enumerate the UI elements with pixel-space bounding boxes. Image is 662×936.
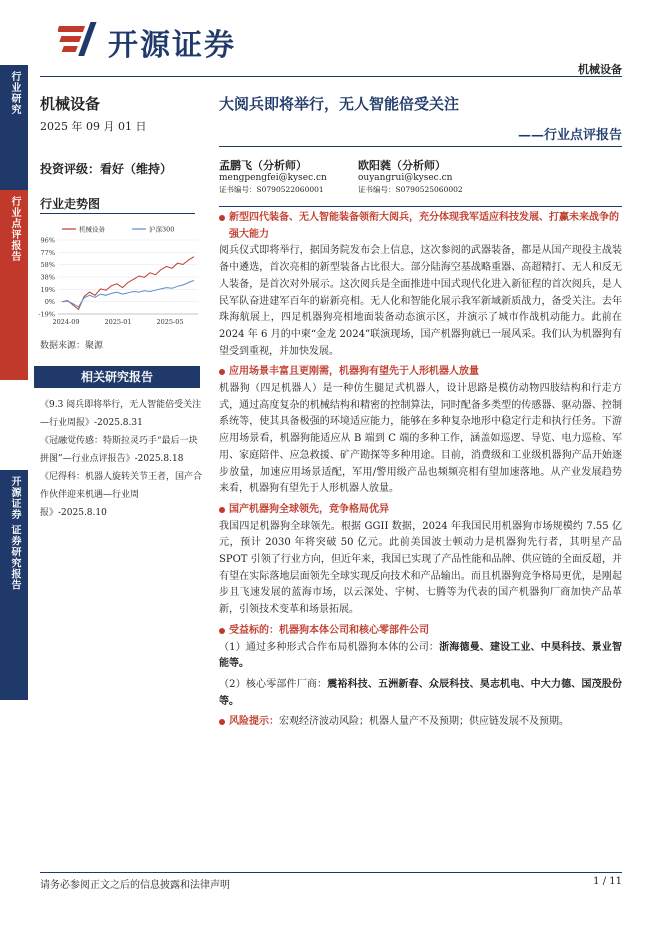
y-tick-label: 19% <box>40 285 55 294</box>
section-paragraph: 阅兵仪式即将举行，据国务院发布会上信息，这次参阅的武器装备，都是从国产现役主战装备中遴选，首次亮相的新型装备占比很大。部分陆海空基战略重器、高超精打、无人和反无人装备，是首次对外展示。这次阅兵是全面推进中国式现代化进入新征程的首次阅兵，是人民军队奋进建军百年的崭新亮相。无人化和智能化展示我军新域新质战力，备受关注。去年珠海航展上，四足机器狗亮相地面装备动态演示区，并演示了城市作战机动能力。此前在 2024 年 6 月的中柬“金龙 2024”联演现场，国产机器狗就已一展风采。我们认为机器狗有望受到重视，并加快发展。 <box>219 245 622 357</box>
analyst-cert: 证书编号：S0790522060001 <box>219 185 324 194</box>
side-tag-report-type: 行业点评报告 <box>0 190 28 380</box>
sector-name: 机械设备 <box>40 95 101 113</box>
related-report-link[interactable]: 《冠融觉传感：特斯拉灵巧手“最后一块拼图”—行业点评报告》-2025.8.18 <box>40 436 198 464</box>
beneficiary-names: 震裕科技、五洲新春、众辰科技、昊志机电、中大力德、国茂股份等。 <box>219 678 622 707</box>
footer-disclaimer: 请务必参阅正文之后的信息披露和法律声明 <box>40 880 230 891</box>
x-tick-label: 2024-09 <box>52 318 80 326</box>
brand-logo-icon <box>58 18 106 60</box>
report-subtitle: ——行业点评报告 <box>517 128 622 143</box>
analyst-email[interactable]: mengpengfei@kysec.cn <box>219 173 327 183</box>
analyst-divider <box>219 206 622 207</box>
related-report-link[interactable]: 《9.3 阅兵即将举行，无人智能倍受关注—行业周报》-2025.8.31 <box>40 400 202 428</box>
related-reports-list <box>40 396 203 522</box>
beneficiary-item <box>219 677 622 710</box>
beneficiary-heading: 受益标的：机器狗本体公司和核心零部件公司 <box>219 623 622 640</box>
section-paragraph: 机器狗（四足机器人）是一种仿生腿足式机器人，设计思路是模仿动物四肢结构和行走方式，通过高度复杂的机械结构和精密的控制算法，同时配备多类型的传感器、驱动器、控制系统等，使其具备极强的环境适应能力，能够在多种复杂地形中稳定行走和执行任务。下游应用场景看，机器狗能适应从 B 端到 C 端的多种工作，涵盖如巡逻、导览、电力巡检、军用、家庭陪伴、应急救援、矿产勘探等多种用途。目前，消费级和工业级机器狗产品开始逐步放量，加速应用场景适配，军用/警用级产品也频频亮相有望加速落地。从产业发展趋势来看，机器狗有望先于人形机器人放量。 <box>219 383 622 495</box>
legend-label: 沪深300 <box>149 225 175 234</box>
section-heading: 国产机器狗全球领先，竞争格局优异 <box>219 502 622 519</box>
y-tick-label: 0% <box>44 298 55 307</box>
report-title: 大阅兵即将举行，无人智能倍受关注 <box>219 95 460 113</box>
risk-label: 风险提示： <box>229 716 279 728</box>
header-divider <box>40 76 622 77</box>
beneficiary-item <box>219 640 622 673</box>
section-heading: 应用场景丰富且更刚需，机器狗有望先于人形机器人放量 <box>219 364 622 381</box>
y-tick-label: 58% <box>40 261 55 270</box>
related-report-link[interactable]: 《尼得科：机器人旋转关节王者，国产合作伙伴迎来机遇—行业周报》-2025.8.10 <box>40 472 203 518</box>
y-tick-label: 77% <box>40 248 55 257</box>
investment-rating: 投资评级：看好（维持） <box>40 162 173 176</box>
footer-divider <box>40 872 622 873</box>
x-tick-label: 2025-05 <box>156 318 184 326</box>
section-paragraph: 我国四足机器狗全球领先。根据 GGII 数据，2024 年我国民用机器狗市场规模约 7.55 亿元，预计 2030 年将突破 50 亿元。此前美国波士顿动力是机器狗先行者，其明星产品 SPOT 引领了行业方向，但近年来，我国已实现了产品性能和品牌、供应链的全面反超，并有望在实际落地层面领先全球实现反向技术和产品输出。而且机器狗竞争格局更优，是刚起步且飞速发展的蓝海市场，以云深处、宇树、七腾等为代表的国产机器狗厂商加快产品革新，引领技术变革和场景拓展。 <box>219 520 622 616</box>
analyst-card <box>219 160 327 196</box>
analyst-cert: 证书编号：S0790525060002 <box>358 185 463 194</box>
x-tick-label: 2025-01 <box>104 318 132 326</box>
analyst-email[interactable]: ouyangrui@kysec.cn <box>358 173 453 183</box>
y-tick-label: -19% <box>38 310 55 319</box>
data-source: 数据来源：聚源 <box>40 341 104 351</box>
trend-chart-title: 行业走势图 <box>40 197 101 211</box>
risk-notice <box>219 714 622 731</box>
side-tag-brand: 开源证券 证券研究报告 <box>0 470 28 700</box>
analyst-name: 孟鹏飞（分析师） <box>219 159 307 172</box>
page-number: 1 / 11 <box>593 876 622 887</box>
legend-label: 机械设备 <box>79 225 105 234</box>
brand-name: 开源证券 <box>108 28 236 63</box>
y-tick-label: 96% <box>40 236 55 245</box>
header-category: 机械设备 <box>578 63 622 76</box>
title-divider <box>219 146 622 147</box>
beneficiary-names: 浙海德曼、建设工业、中昊科技、景业智能等。 <box>219 641 622 670</box>
y-tick-label: 38% <box>40 273 55 282</box>
report-body <box>219 210 622 731</box>
beneficiary-prefix: （2）核心零部件厂商： <box>219 678 328 690</box>
analyst-name: 欧阳蕤（分析师） <box>358 159 446 172</box>
beneficiary-prefix: （1）通过多种形式合作布局机器狗本体的公司： <box>219 641 440 653</box>
section-heading: 新型四代装备、无人智能装备领衔大阅兵，充分体现我军适应科技发展、打赢未来战争的强大能力 <box>219 210 622 243</box>
related-reports-title: 相关研究报告 <box>34 366 200 388</box>
analyst-card <box>358 160 463 196</box>
trend-chart <box>32 220 202 332</box>
trend-divider <box>40 213 195 214</box>
risk-text: 宏观经济波动风险；机器人量产不及预期；供应链发展不及预期。 <box>279 716 569 728</box>
side-tag-research: 行业研究 <box>0 65 28 190</box>
report-date: 2025 年 09 月 01 日 <box>40 120 147 133</box>
